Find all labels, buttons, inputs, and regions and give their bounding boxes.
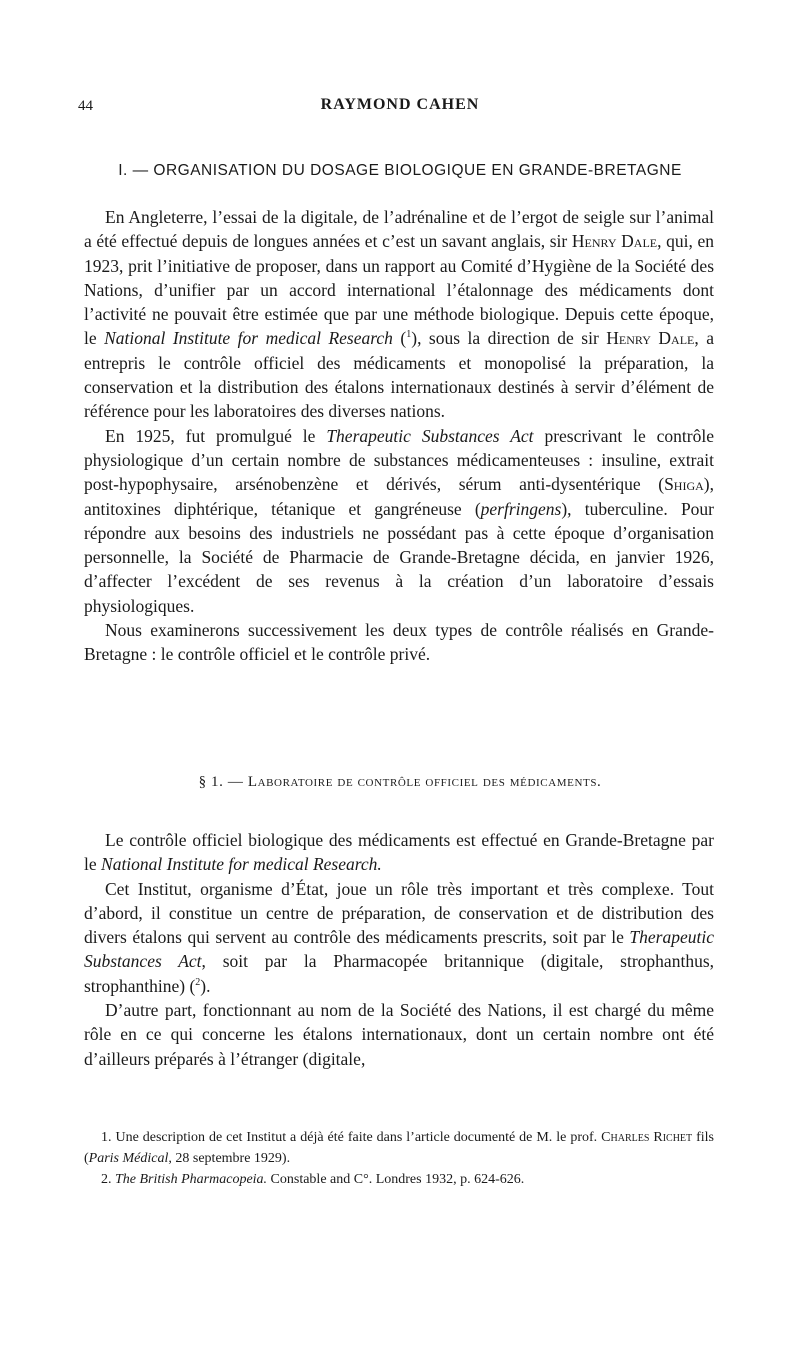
person-name: Henry Dale [606, 328, 695, 349]
paragraph: En Angleterre, l’essai de la digitale, de l’adrénaline et de l’ergot de seigle sur l’animal a été effectué depuis de longues années et c’est un savant anglais, sir Henry Dale, qui, en 1923, prit l’initiative de proposer, dans un rapport au Comité d’Hygiène de la Société des Nations, d’unifier par un accord international l’étalonnage des médicaments dont l’activité ne pouvait être estimée que par une méthode biologique. Depuis cette époque, le National Institute for medical Research ($^1$), sous la direction de sir Henry Dale, a entrepris le contrôle officiel des médicaments et monopolisé la préparation, la conservation et la distribution des étalons internationaux destinés à servir d’élément de référence pour les laboratoires des diverses nations. [84, 207, 714, 422]
italic-title: National Institute for medical Research. [101, 854, 382, 875]
subsection-title: Laboratoire de contrôle officiel des médicaments. [247, 774, 602, 790]
footnote-2: 2. The British Pharmacopeia. Constable and C°. Londres 1932, p. 624-626. [101, 1172, 525, 1187]
footnote-1: 1. Une description de cet Institut a déjà été faite dans l’article documenté de M. le prof. Charles Richet fils (Paris Médical, 28 septembre 1929). [84, 1130, 715, 1166]
person-name: Charles Richet [601, 1130, 693, 1145]
body-text-section-2 [84, 828, 714, 1071]
paragraph: En 1925, fut promulgué le Therapeutic Substances Act prescrivant le contrôle physiologique d’un certain nombre de substances médicamenteuses : insuline, extrait post-hypophysaire, arsénobenzène et dérivés, sérum anti-dysentérique (Shiga), antitoxines diphtérique, tétanique et gangréneuse (perfringens), tuberculine. Pour répondre aux besoins des industriels ne possédant pas à cette époque d’organisation personnelle, la Société de Pharmacie de Grande-Bretagne décida, en janvier 1926, d’affecter l’excédent de ses revenus à la création d’un laboratoire d’essais physiologiques. [84, 425, 715, 616]
paragraph: Cet Institut, organisme d’État, joue un rôle très important et très complexe. Tout d’abord, il constitue un centre de préparation, de conservation et de distribution des divers étalons qui servent au contrôle des médicaments prescrits, soit par le Therapeutic Substances Act, soit par la Pharmacopée britannique (digitale, strophanthus, strophanthine) ($^2$). [84, 878, 714, 996]
body-text-section-1 [84, 205, 714, 667]
running-head: RAYMOND CAHEN [320, 96, 480, 113]
italic-title: National Institute for medical Research [104, 328, 393, 349]
person-name: Henry Dale [571, 231, 658, 252]
italic-title: Paris Médical [88, 1151, 169, 1166]
subsection-heading [0, 774, 800, 791]
paragraph: Le contrôle officiel biologique des médicaments est effectué en Grande-Bretagne par le National Institute for medical Research. [84, 830, 714, 875]
footnote-ref: 2 [195, 976, 201, 988]
person-name: Shiga [664, 474, 704, 495]
footnotes [84, 1127, 714, 1190]
footnote-ref: 1 [406, 329, 412, 341]
italic-title: The British Pharmacopeia. [115, 1172, 268, 1187]
italic-title: Therapeutic Substances Act [326, 425, 534, 446]
italic-term: perfringens [480, 498, 562, 519]
subsection-number: § 1. — [198, 774, 244, 790]
page-number: 44 [78, 98, 93, 114]
italic-title: Therapeutic Substances Act [84, 927, 714, 972]
section-heading: I. — ORGANISATION DU DOSAGE BIOLOGIQUE EN GRANDE-BRETAGNE [118, 162, 682, 179]
paragraph: Nous examinerons successivement les deux types de contrôle réalisés en Grande-Bretagne : le contrôle officiel et le contrôle privé. [84, 620, 714, 665]
paragraph: D’autre part, fonctionnant au nom de la Société des Nations, il est chargé du même rôle en ce qui concerne les étalons internationaux, dont un certain nombre ont été d’ailleurs préparés à l’étranger (digitale, [84, 1000, 714, 1069]
